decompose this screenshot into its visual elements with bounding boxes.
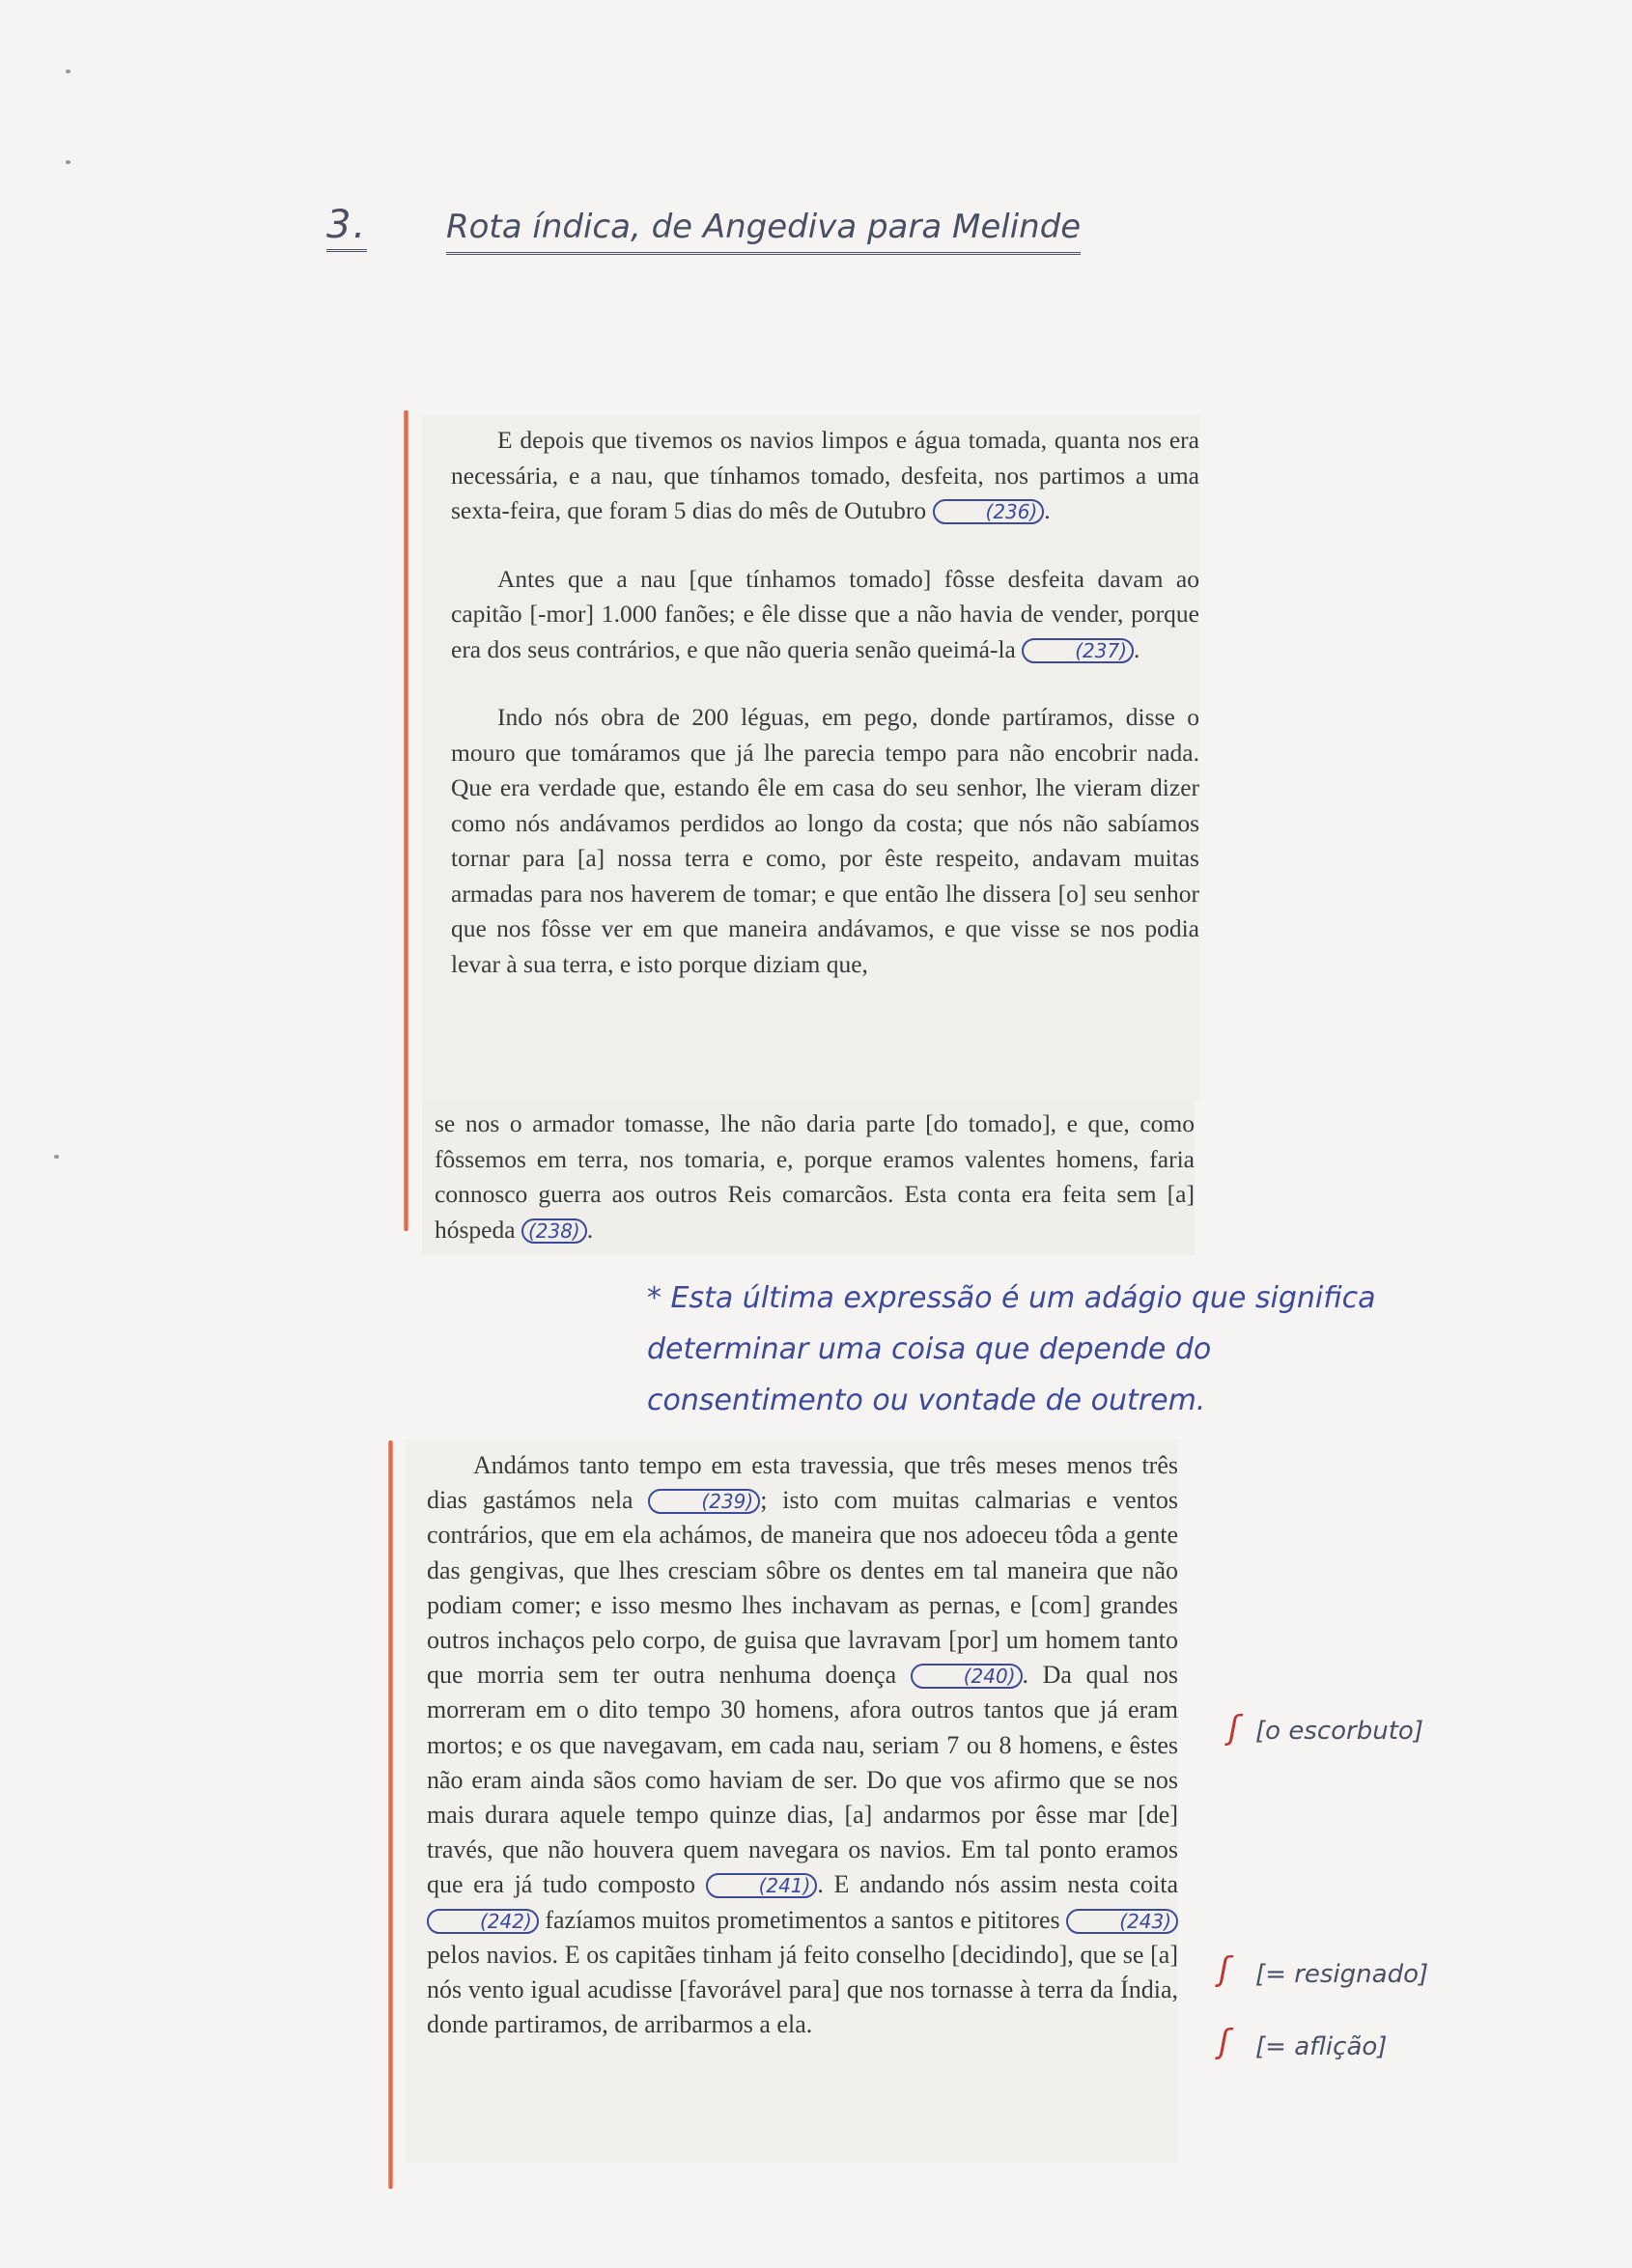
paragraph: E depois que tivemos os navios limpos e água tomada, quanta nos era necessária, e a nau, que tínhamos tomado, desfeita, nos partimos a uma sexta-feira, que foram 5 dias do mês de Outubro (236) .	[451, 426, 1199, 524]
paragraph: Antes que a nau [que tínhamos tomado] fôsse desfeita davam ao capitão [-mor] 1.000 fanões; e êle disse que a não havia de vender, porque era dos seus contrários, e que não queria senão queimá-la (237) .	[451, 564, 1199, 663]
note-ref-circled: (243)	[1066, 1909, 1178, 1934]
paragraph: Andámos tanto tempo em esta travessia, que três meses menos três dias gastámos nela (239) ; isto com muitas calmarias e ventos contrários, que em ela achámos, de maneira que nos adoeceu tôda a gente das gengivas, que lhes cresciam sôbre os dentes em tal maneira que não podiam comer; e isso mesmo lhes inchavam as pernas, e [com] grandes outros inchaços pelo corpo, de guisa que lavravam [por] um homem tanto que morria sem ter outra nenhuma doença (240) . Da qual nos morreram em o dito tempo 30 homens, afora outros tantos que já eram mortos; e os que navegavam, em cada nau, seriam 7 ou 8 homens, e êstes não eram ainda sãos como haviam de ser. Do que vos afirmo que se nos mais durara aquele tempo quinze dias, [a] andarmos por êsse mar [de] través, que não houvera quem navegara os navios. Em tal ponto eramos que era já tudo composto (241) . E andando nós assim nesta coita (242) fazíamos muitos prometimentos a santos e pititores (243) pelos navios. E os capitães tinham já feito conselho [decidindo], que se [a] nós vento igual acudisse [favorável para] que nos tornasse à terra da Índia, donde partiramos, de arribarmos a ela.	[427, 1451, 1179, 2039]
note-ref-circled: (240)	[911, 1664, 1023, 1689]
printed-excerpt-1	[422, 415, 1199, 1101]
handwritten-footnote: * Esta última expressão é um adágio que significa determinar uma coisa que depende do consentimento ou vontade de outrem.	[647, 1281, 1376, 1417]
red-tick-mark: ʃ	[1219, 2023, 1230, 2061]
paragraph: Indo nós obra de 200 léguas, em pego, donde partíramos, disse o mouro que tomáramos que já lhe parecia tempo para não encobrir nada. Que era verdade que, estando êle em casa do seu senhor, lhe vieram dizer como nós andávamos perdidos ao longo da costa; que nós não sabíamos tornar para [a] nossa terra e como, por êste respeito, andavam muitas armadas para nos haverem de tomar; e que então lhe dissera [o] seu senhor que nos fôsse ver em que maneira andávamos, e que visse se nos podia levar à sua terra, e isto porque diziam que,	[451, 703, 1199, 978]
red-tick-mark: ʃ	[1228, 1709, 1240, 1748]
note-ref-circled: (239)	[648, 1489, 760, 1514]
note-ref-circled: (237)	[1022, 638, 1134, 663]
note-ref-circled: (241)	[706, 1873, 818, 1898]
note-ref-circled: (236)	[933, 499, 1045, 524]
scan-speck	[54, 1155, 59, 1159]
paragraph: se nos o armador tomasse, lhe não daria parte [do tomado], e que, como fôssemos em terra, nos tomaria, e, porque eramos valentes homens, faria connosco guerra aos outros Reis comarcãos. Esta conta era feita sem [a] hóspeda (238) .	[435, 1109, 1195, 1244]
section-title: Rota índica, de Angediva para Melinde	[446, 208, 1081, 255]
scan-speck	[66, 70, 70, 73]
margin-note-affliction: [= aflição]	[1255, 2032, 1388, 2061]
red-tick-mark: ʃ	[1219, 1950, 1230, 1989]
margin-note-resigned: [= resignado]	[1255, 1960, 1429, 1989]
scan-speck	[66, 160, 70, 164]
section-number: 3.	[326, 203, 367, 252]
note-ref-circled: (242)	[427, 1909, 539, 1934]
red-margin-bracket	[404, 410, 408, 1231]
margin-note-scurvy: [o escorbuto]	[1255, 1717, 1423, 1746]
red-margin-bracket	[388, 1441, 393, 2189]
printed-excerpt-3	[406, 1439, 1178, 2163]
printed-excerpt-2	[422, 1101, 1195, 1255]
note-ref-circled: (238)	[521, 1218, 587, 1244]
